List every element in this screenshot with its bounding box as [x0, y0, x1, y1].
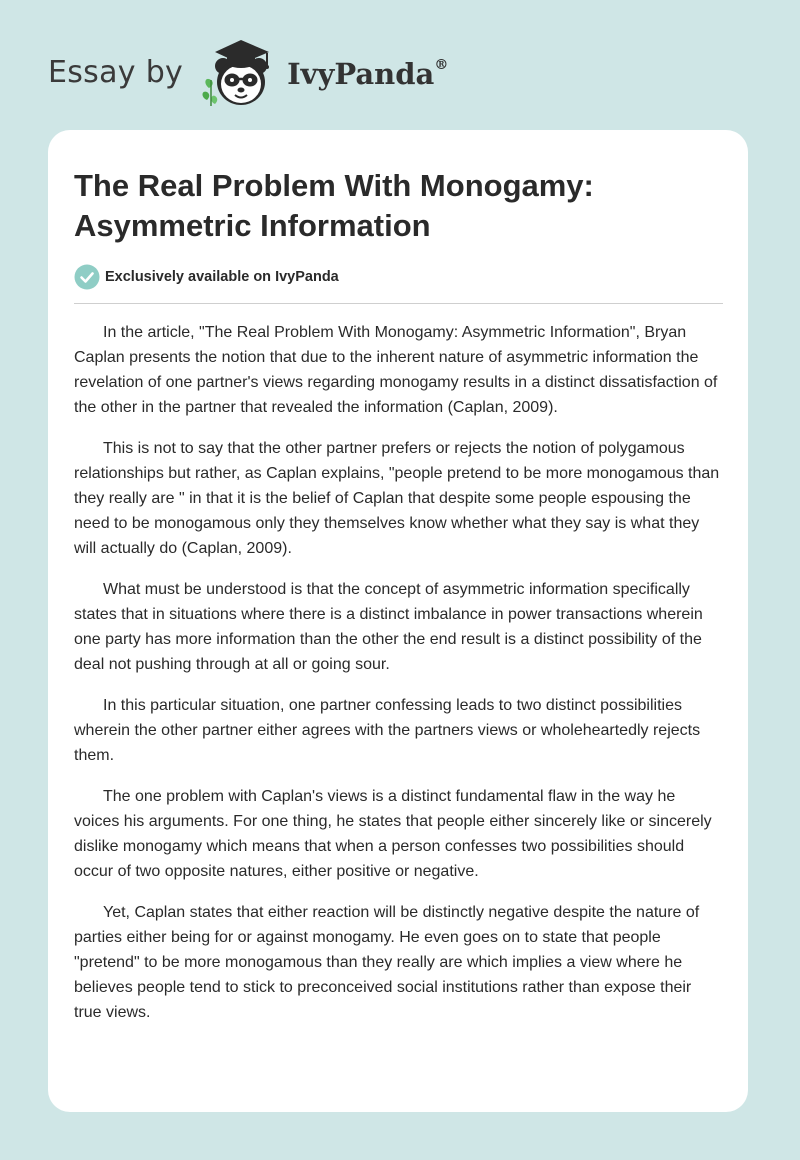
- essay-paragraph-1: In the article, "The Real Problem With Monogamy: Asymmetric Information", Bryan Caplan presents the notion that due to the inherent nature of asymmetric information the revelation of one partner's views regarding monogamy results in a distinct dissatisfaction of the other in the partner that revealed the information (Caplan, 2009).: [74, 324, 718, 416]
- essay-by-label: Essay by: [48, 54, 184, 90]
- registered-mark: ®: [434, 57, 449, 74]
- essay-paragraph-3: What must be understood is that the concept of asymmetric information specifically states that in situations where there is a distinct imbalance in power transactions wherein one party has more information than the other the end result is a distinct possibility of the deal not pushing through at all or going sour.: [74, 581, 703, 673]
- exclusive-badge: [74, 264, 339, 290]
- check-icon: [74, 264, 100, 290]
- essay-card: [48, 130, 748, 1112]
- brand-name-text: IvyPanda: [287, 57, 435, 91]
- essay-paragraph-2: This is not to say that the other partner prefers or rejects the notion of polygamous relationships but rather, as Caplan explains, "people pretend to be more monogamous than they really are " in that it is the belief of Caplan that despite some people espousing the need to be monogamous only they themselves know whether what they say is what they will actually do (Caplan, 2009).: [74, 440, 720, 557]
- essay-paragraph-4: In this particular situation, one partner confessing leads to two distinct possibilities wherein the other partner either agrees with the partners views or wholeheartedly rejects them.: [74, 697, 701, 764]
- essay-paragraph-5: The one problem with Caplan's views is a distinct fundamental flaw in the way he voices his arguments. For one thing, he states that people either sincerely like or sincerely dislike monogamy which means that when a person confesses two possibilities should occur of two opposite natures, either positive or negative.: [74, 788, 712, 880]
- brand-name[interactable]: [287, 57, 448, 91]
- title-divider: [74, 303, 723, 304]
- exclusive-badge-text: Exclusively available on IvyPanda: [105, 269, 339, 285]
- site-header: [48, 34, 448, 110]
- essay-title: The Real Problem With Monogamy: Asymmetric Information: [74, 168, 594, 243]
- panda-graduate-icon[interactable]: [197, 34, 281, 110]
- essay-body: [74, 320, 723, 1041]
- essay-paragraph-6: Yet, Caplan states that either reaction will be distinctly negative despite the nature of parties either being for or against monogamy. He even goes on to state that people "pretend" to be more monogamous than they really are which implies a view where he believes people tend to stick to preconceived social institutions rather than expose their true views.: [74, 904, 700, 1021]
